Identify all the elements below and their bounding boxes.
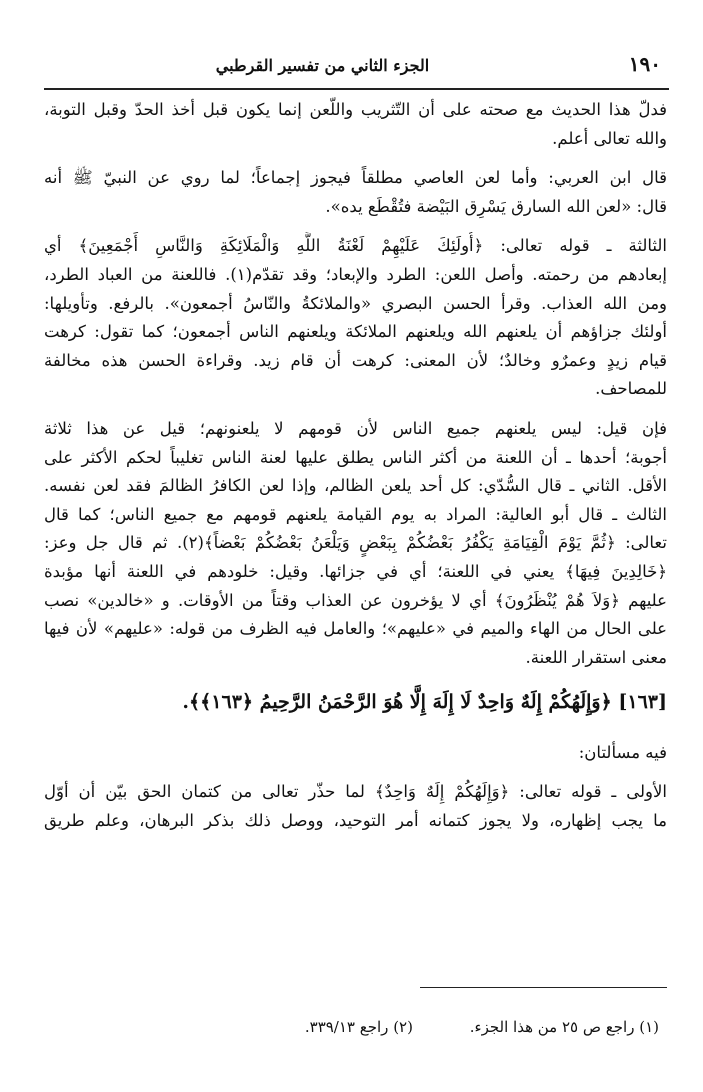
page-header (40, 52, 665, 86)
footnote: (٢) راجع ٣٣٩/١٣. (304, 1018, 413, 1036)
text-line: تعالى: ﴿ثُمَّ يَوْمَ الْقِيَامَةِ يَكْفُرُ بَعْضُكُمْ بِبَعْضٍ وَيَلْعَنُ بَعْضُكُمْ بَعْضاً﴾(٢). ثم قال جل وعز: (44, 533, 667, 553)
running-title: الجزء الثاني من تفسير القرطبي (215, 56, 430, 75)
text-line: قال ابن العربي: وأما لعن العاصي مطلقاً فيجوز إجماعاً؛ لما روي عن النبيّ ﷺ أنه (44, 168, 667, 188)
text-line: على الحال من الهاء والميم في «عليهم»؛ والعامل فيه الظرف من قوله: «عليهم» لأن فيها (44, 619, 667, 639)
paragraph (44, 232, 667, 404)
verse-text: ﴿وَإِلَهُكُمْ إِلَهٌ وَاحِدٌ لَا إِلَهَ إِلَّا هُوَ الرَّحْمَنُ الرَّحِيمُ ﴿١٦٣﴾﴾. (182, 691, 612, 714)
text-line: الأولى ـ قوله تعالى: ﴿وَإِلَهُكُمْ إِلَهٌ وَاحِدٌ﴾ لما حذّر تعالى من كتمان الحق بيّن أن أوّل (44, 782, 667, 802)
paragraph (44, 96, 667, 153)
paragraph (44, 739, 667, 768)
text-line: أولئك جزاؤهم أن يلعنهم الله ويلعنهم الملائكة ويلعنهم الناس أجمعون؛ كما تقول: كرهت (44, 322, 667, 342)
footnote: (١) راجع ص ٢٥ من هذا الجزء. (469, 1018, 659, 1036)
text-line: قيام زيدٍ وعمرٌو وخالدٌ؛ لأن المعنى: كرهت أن قام زيد. وقراءة الحسن هذه مخالفة (44, 350, 667, 370)
page-body (44, 96, 667, 847)
text-line: للمصاحف. (595, 379, 667, 399)
text-line: الأقل. الثاني ـ قال السُّدّي: كل أحد يلعن الظالم، وإذا لعن الكافرُ الظالمَ فقد لعن نفسه. (44, 476, 667, 496)
paragraph (44, 415, 667, 672)
paragraph (44, 778, 667, 835)
page-number: ١٩٠ (628, 52, 661, 76)
text-line: قال: «لعن الله السارق يَسْرِق البَيْضة فتُقْطَع يده». (325, 196, 667, 216)
paragraph (44, 164, 667, 221)
footnote-rule (420, 987, 667, 988)
text-line: فدلّ هذا الحديث مع صحته على أن التّثريب واللّعن إنما يكون قبل أخذ الحدّ وقبل التوبة، (44, 100, 667, 119)
text-line: الثالثة ـ قوله تعالى: ﴿أُولَئِكَ عَلَيْهِمْ لَعْنَةُ اللَّهِ وَالْمَلَائِكَةِ وَالنَّاسِ أَجْمَعِينَ﴾ أي (44, 236, 667, 256)
text-line: عليهم ﴿وَلاَ هُمْ يُنْظَرُونَ﴾ أي لا يؤخرون عن العذاب وقتاً من الأوقات. و «خالدين» نصب (44, 590, 667, 610)
quran-verse (44, 688, 667, 717)
text-line: فإن قيل: ليس يلعنهم جميع الناس لأن قومهم لا يلعنونهم؛ قيل عن هذا ثلاثة (44, 418, 667, 438)
footnotes (253, 1018, 659, 1036)
header-rule (44, 88, 669, 90)
text-line: ومن الله العذاب. وقرأ الحسن البصري «والملائكةُ والنّاسُ أجمعون». بالرفع. وتأويلها: (44, 293, 667, 313)
verse-number: [١٦٣] (618, 691, 667, 714)
text-line: والله تعالى أعلم. (552, 128, 667, 148)
text-line: أجوبة؛ أحدها ـ أن اللعنة من أكثر الناس يطلق عليها لعنة الناس تغليباً لحكم الأكثر على (44, 447, 667, 467)
text-line: إبعادهم من رحمته. وأصل اللعن: الطرد والإبعاد؛ وقد تقدّم(١). فاللعنة من العباد الطرد، (44, 264, 667, 284)
text-line: ﴿خَالِدِينَ فِيهَا﴾ يعني في اللعنة؛ أي في جزائها. وقيل: خلودهم في اللعنة أنها مؤبدة (44, 561, 667, 581)
text-line: فيه مسألتان: (578, 742, 667, 762)
text-line: ما يجب إظهاره، ولا يجوز كتمانه أمر التوحيد، ووصل ذلك بذكر البرهان، وعلم طريق (44, 811, 667, 831)
text-line: الثالث ـ قال أبو العالية: المراد به يوم القيامة يلعنهم قومهم مع جميع الناس؛ كما قال (44, 504, 667, 524)
text-line: معنى استقرار اللعنة. (525, 647, 667, 667)
